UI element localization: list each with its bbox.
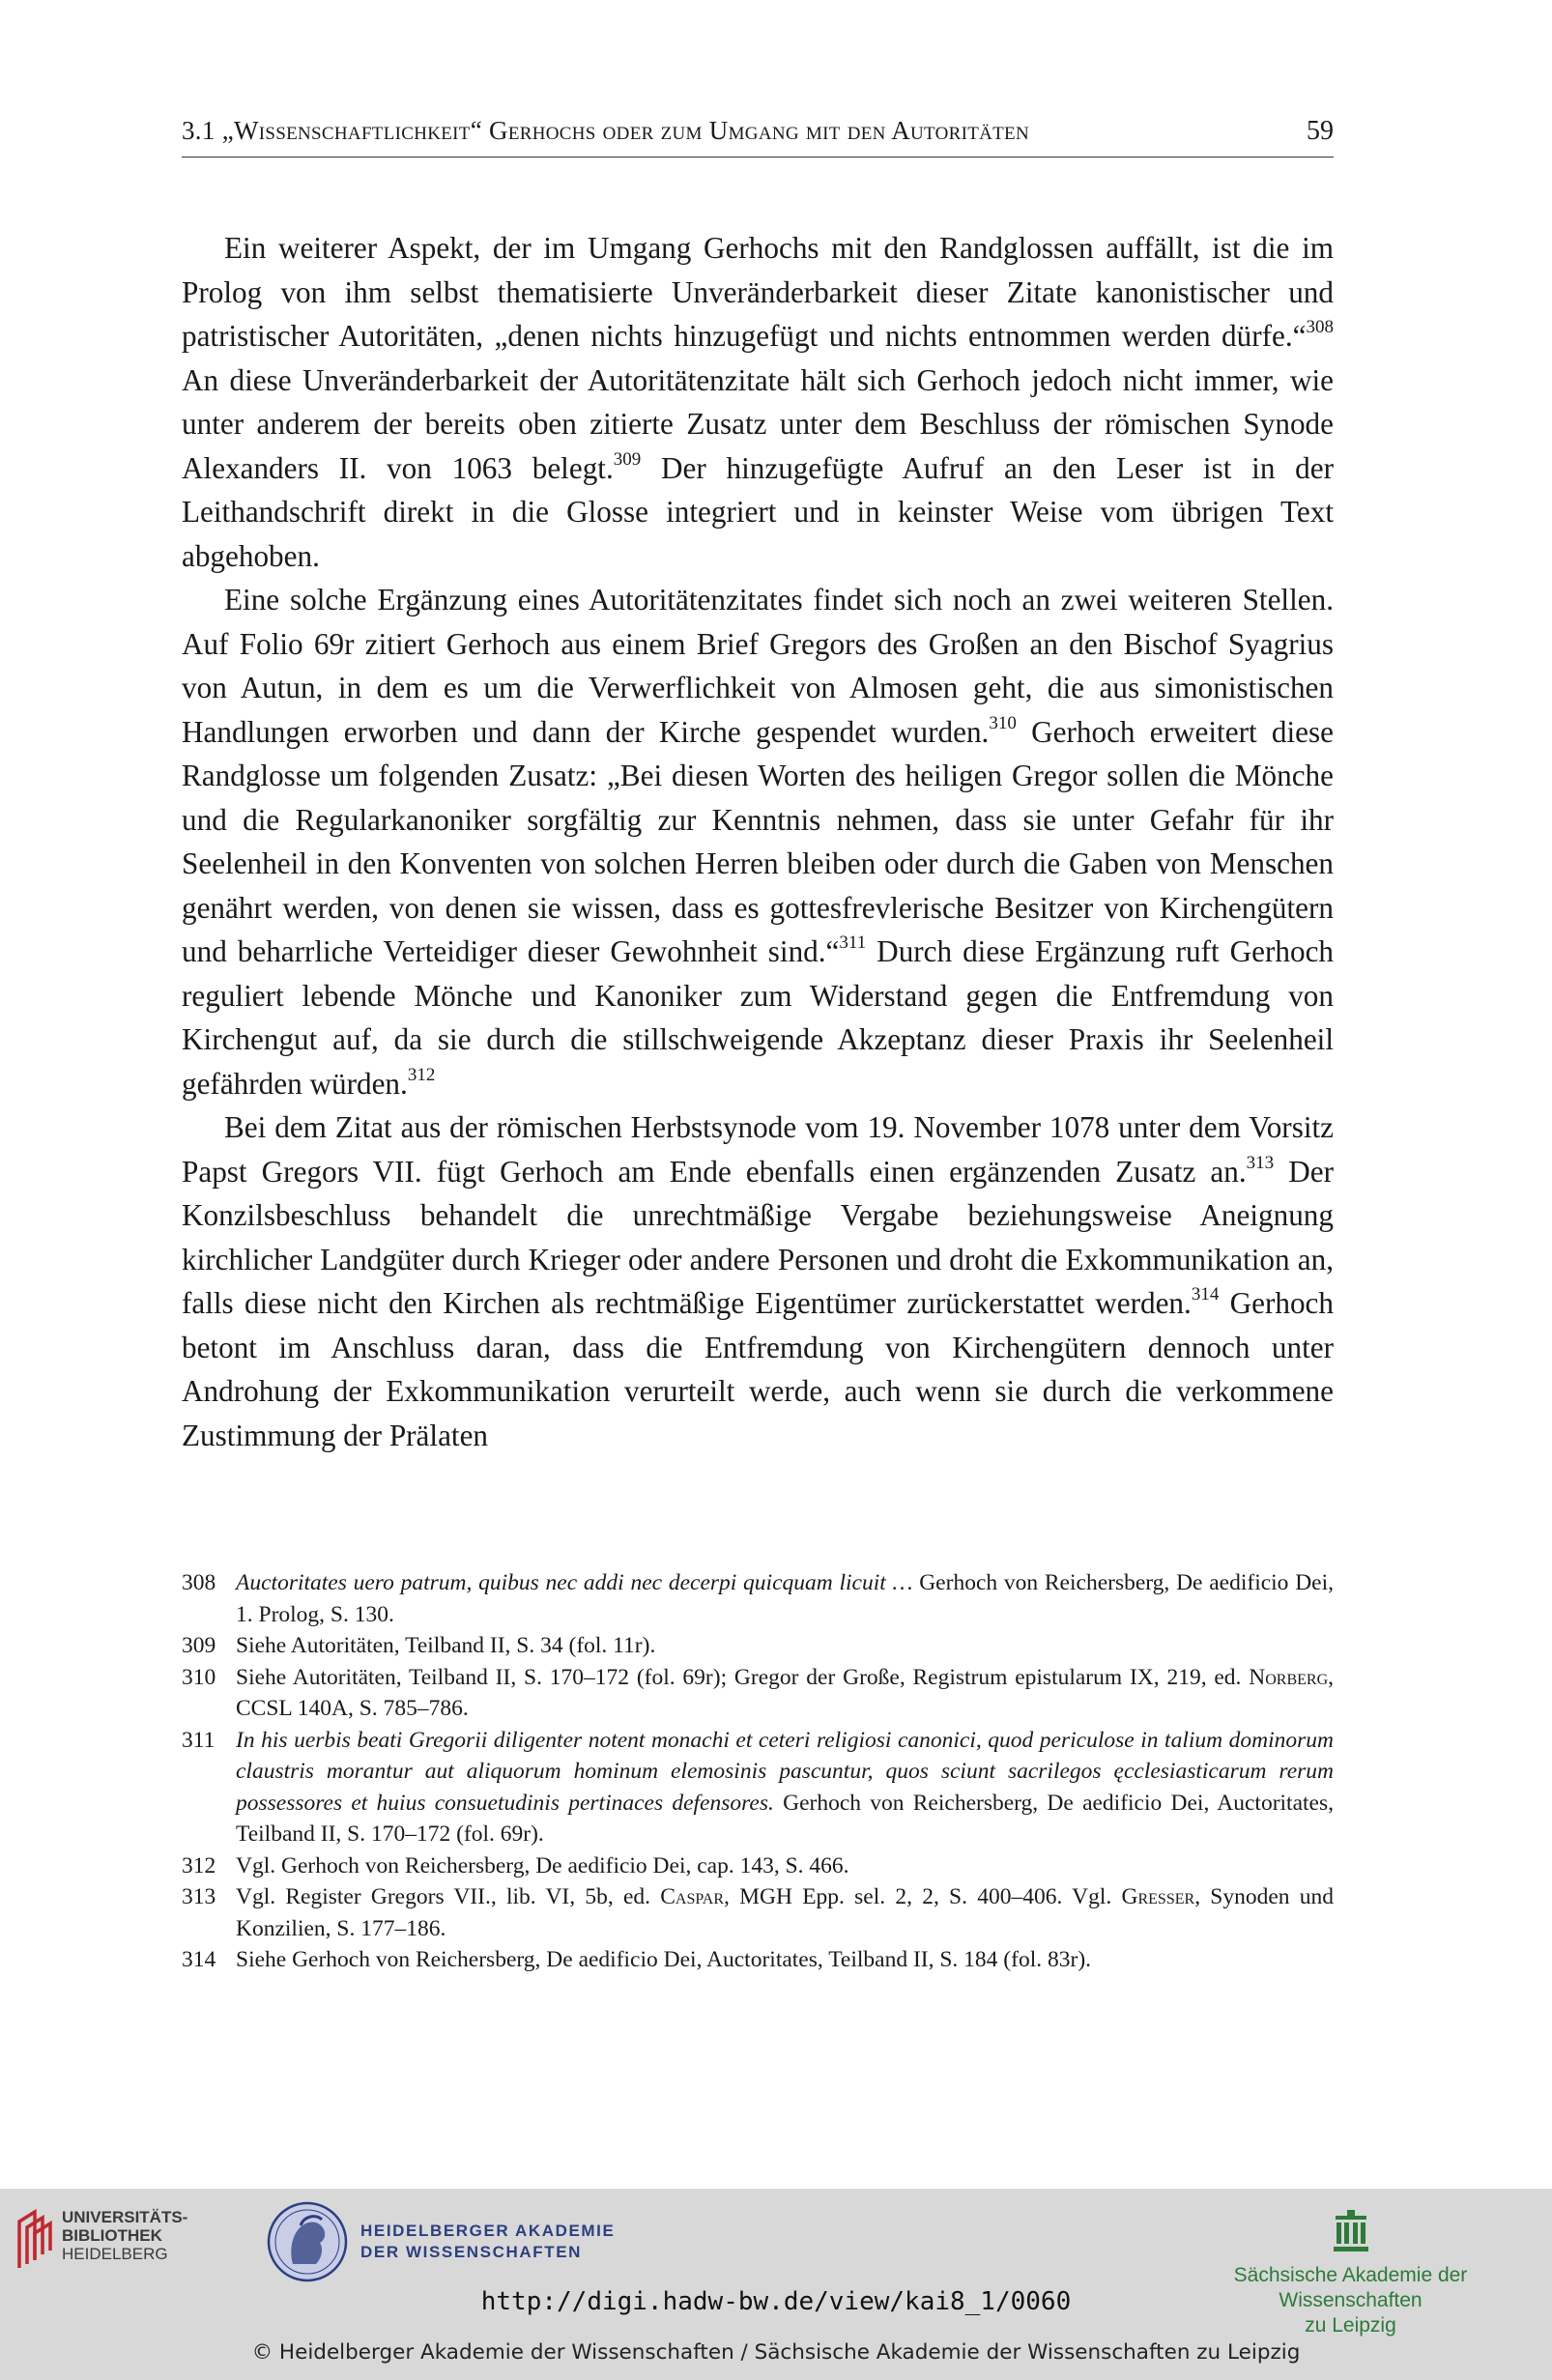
saw-logo-line: Sächsische Akademie der Wissenschaften bbox=[1233, 2264, 1468, 2311]
athena-medallion-icon bbox=[266, 2200, 349, 2283]
editor-name: Norberg bbox=[1249, 1664, 1329, 1690]
ub-building-icon bbox=[15, 2208, 52, 2272]
paragraph-text: Eine solche Ergänzung eines Autoritätenzitates findet sich noch an zwei weiteren Stellen. Auf Folio 69r zitiert Gerhoch aus einem Brief Gregors des Großen an den Bischof Syagrius von Autun, in dem es um die Verwerflichkeit von Almosen geht, die aus simonistischen Handlungen erworben und dann der Kirche gespendet wurden. bbox=[182, 583, 1334, 749]
saw-logo-line: zu Leipzig bbox=[1305, 2314, 1396, 2337]
footnote-ref-309[interactable]: 309 bbox=[613, 448, 642, 470]
footnote-314 bbox=[182, 1944, 1334, 1976]
footnote-text: Siehe Gerhoch von Reichersberg, De aedificio Dei, Auctoritates, Teilband II, S. 184 (fol. 83r). bbox=[236, 1947, 1092, 1972]
paragraph-3 bbox=[182, 1105, 1334, 1457]
footnote-number: 312 bbox=[182, 1852, 216, 1878]
paragraph-text: An diese Unveränderbarkeit der Autoritätenzitate hält sich Gerhoch jedoch nicht immer, wie unter anderem der bereits oben zitierte Zusatz unter dem Beschluss der römischen Synode Alexanders II. von 1063 belegt. bbox=[182, 362, 1334, 485]
running-head-title: 3.1 „Wissenschaftlichkeit“ Gerhochs oder zum Umgang mit den Autoritäten bbox=[182, 116, 1029, 145]
paragraph-text: Gerhoch erweitert diese Randglosse um folgenden Zusatz: „Bei diesen Worten des heiligen Gregor sollen die Mönche und die Regularkanoniker sorgfältig zur Kenntnis nehmen, dass sie unter Gefahr für ihr Seelenheil in den Konventen von solchen Herren bleiben oder durch die Gaben von Menschen genährt werden, von denen sie wissen, dass es gottesfrevlerische Besitzer von Kirchengütern und beharrliche Verteidiger dieser Gewohnheit sind.“ bbox=[182, 714, 1334, 968]
page-number: 59 bbox=[1307, 116, 1334, 146]
footnote-310 bbox=[182, 1662, 1334, 1725]
footnote-latin-quote: Auctoritates uero patrum, quibus nec addi nec decerpi quicquam licuit … bbox=[236, 1570, 913, 1595]
editor-name: Caspar bbox=[660, 1884, 725, 1909]
footnote-citation: Siehe Autoritäten, Teilband II, S. 170–172 (fol. 69r); Gregor der Große, Registrum epistularum IX, 219, ed. bbox=[236, 1664, 1250, 1690]
ub-logo-line: BIBLIOTHEK bbox=[62, 2226, 162, 2245]
paragraph-text: Bei dem Zitat aus der römischen Herbstsynode vom 19. November 1078 unter dem Vorsitz Papst Gregors VII. fügt Gerhoch am Ende ebenfalls einen ergänzenden Zusatz an. bbox=[182, 1110, 1334, 1189]
footnote-ref-308[interactable]: 308 bbox=[1306, 316, 1334, 337]
footnote-text bbox=[236, 1725, 1334, 1850]
hadw-logo-line: DER WISSENSCHAFTEN bbox=[360, 2243, 583, 2261]
hadw-logo-text bbox=[360, 2221, 615, 2263]
paragraph-text: Ein weiterer Aspekt, der im Umgang Gerhochs mit den Randglossen auffällt, ist die im Prolog von ihm selbst thematisierte Unveränderbarkeit dieser Zitate kanonistischer und patristischer Autoritäten, „denen nichts hinzugefügt und nichts entnommen werden dürfe.“ bbox=[182, 231, 1334, 353]
paragraph-2 bbox=[182, 578, 1334, 1105]
footnote-citation: , CCSL 140A, S. 785–786. bbox=[236, 1664, 1334, 1721]
running-head bbox=[182, 116, 1334, 158]
main-text bbox=[182, 226, 1334, 1457]
footnote-number: 314 bbox=[182, 1947, 216, 1972]
footnote-text: Vgl. Gerhoch von Reichersberg, De aedificio Dei, cap. 143, S. 466. bbox=[236, 1852, 849, 1878]
ub-logo-text bbox=[62, 2208, 187, 2263]
footnote-number: 313 bbox=[182, 1884, 216, 1909]
footnote-citation: , MGH Epp. sel. 2, 2, S. 400–406. Vgl. bbox=[724, 1884, 1122, 1909]
footnote-number: 309 bbox=[182, 1633, 216, 1658]
footnote-312 bbox=[182, 1850, 1334, 1882]
ub-logo-line: HEIDELBERG bbox=[62, 2245, 168, 2263]
permalink-url[interactable]: http://digi.hadw-bw.de/view/kai8_1/0060 bbox=[480, 2287, 1072, 2316]
footnote-text bbox=[236, 1881, 1334, 1944]
footnote-ref-314[interactable]: 314 bbox=[1191, 1283, 1220, 1305]
footnote-citation: , Synoden und Konzilien, S. 177–186. bbox=[236, 1884, 1335, 1941]
footnote-citation: Gerhoch von Reichersberg, De aedificio Dei, Auctoritates, Teilband II, S. 170–172 (fol. 69r). bbox=[236, 1790, 1334, 1847]
footnote-ref-312[interactable]: 312 bbox=[407, 1064, 436, 1085]
footnote-313 bbox=[182, 1881, 1334, 1944]
hadw-logo-line: HEIDELBERGER AKADEMIE bbox=[360, 2222, 616, 2240]
paragraph-1 bbox=[182, 226, 1334, 578]
saw-leipzig-logo[interactable] bbox=[1164, 2210, 1537, 2338]
footnote-text bbox=[236, 1567, 1334, 1630]
footnote-311 bbox=[182, 1725, 1334, 1850]
hadw-logo[interactable] bbox=[266, 2200, 615, 2283]
paragraph-text: Durch diese Ergänzung ruft Gerhoch reguliert lebende Mönche und Kanoniker zum Widerstand gegen die Entfremdung von Kirchengut auf, da sie durch die stillschweigende Akzeptanz dieser Praxis ihr Seelenheil gefährden würden. bbox=[182, 934, 1335, 1101]
footnotes bbox=[182, 1567, 1334, 1976]
paragraph-text: Der hinzugefügte Aufruf an den Leser ist in der Leithandschrift direkt in die Glosse integriert und in keinster Weise vom übrigen Text abgehoben. bbox=[182, 450, 1334, 573]
author-name: Gresser bbox=[1121, 1884, 1195, 1909]
footnote-ref-310[interactable]: 310 bbox=[989, 712, 1017, 733]
footnote-number: 311 bbox=[182, 1727, 216, 1753]
ub-heidelberg-logo[interactable] bbox=[15, 2208, 187, 2272]
saw-building-icon bbox=[1332, 2210, 1370, 2252]
paragraph-text: Der Konzilsbeschluss behandelt die unrechtmäßige Vergabe beziehungsweise Aneignung kirchlicher Landgüter durch Krieger oder andere Personen und droht die Exkommunikation an, falls diese nicht den Kirchen als rechtmäßige Eigentümer zurückerstattet werden. bbox=[182, 1154, 1334, 1320]
footnote-ref-313[interactable]: 313 bbox=[1246, 1152, 1275, 1173]
footnote-latin-quote: In his uerbis beati Gregorii diligenter notent monachi et ceteri religiosi canonici, quod periculose in talium dominorum claustris morantur aut aliquorum hominum elemosinis pascuntur, quos sciunt sacrilegos ęcclesiasticarum rerum possessores et huius consuetudinis pertinaces defensores. bbox=[236, 1727, 1334, 1816]
footnote-number: 310 bbox=[182, 1664, 216, 1690]
footnote-citation: Vgl. Register Gregors VII., lib. VI, 5b, ed. bbox=[236, 1884, 661, 1909]
copyright-notice: © Heidelberger Akademie der Wissenschaften / Sächsische Akademie der Wissenschaften zu Leipzig bbox=[251, 2340, 1301, 2365]
footnote-citation: Gerhoch von Reichersberg, De aedificio Dei, 1. Prolog, S. 130. bbox=[236, 1570, 1334, 1627]
ub-logo-line: UNIVERSITÄTS- bbox=[62, 2208, 188, 2226]
footnote-ref-311[interactable]: 311 bbox=[839, 932, 867, 953]
paragraph-text: Gerhoch betont im Anschluss daran, dass die Entfremdung von Kirchengütern dennoch unter Androhung der Exkommunikation verurteilt werde, auch wenn sie durch die verkommene Zustimmung der Prälaten bbox=[182, 1286, 1334, 1452]
footnote-308 bbox=[182, 1567, 1334, 1630]
footnote-text: Siehe Autoritäten, Teilband II, S. 34 (fol. 11r). bbox=[236, 1633, 656, 1658]
footnote-number: 308 bbox=[182, 1570, 216, 1595]
footnote-309 bbox=[182, 1630, 1334, 1662]
footnote-text bbox=[236, 1662, 1334, 1725]
